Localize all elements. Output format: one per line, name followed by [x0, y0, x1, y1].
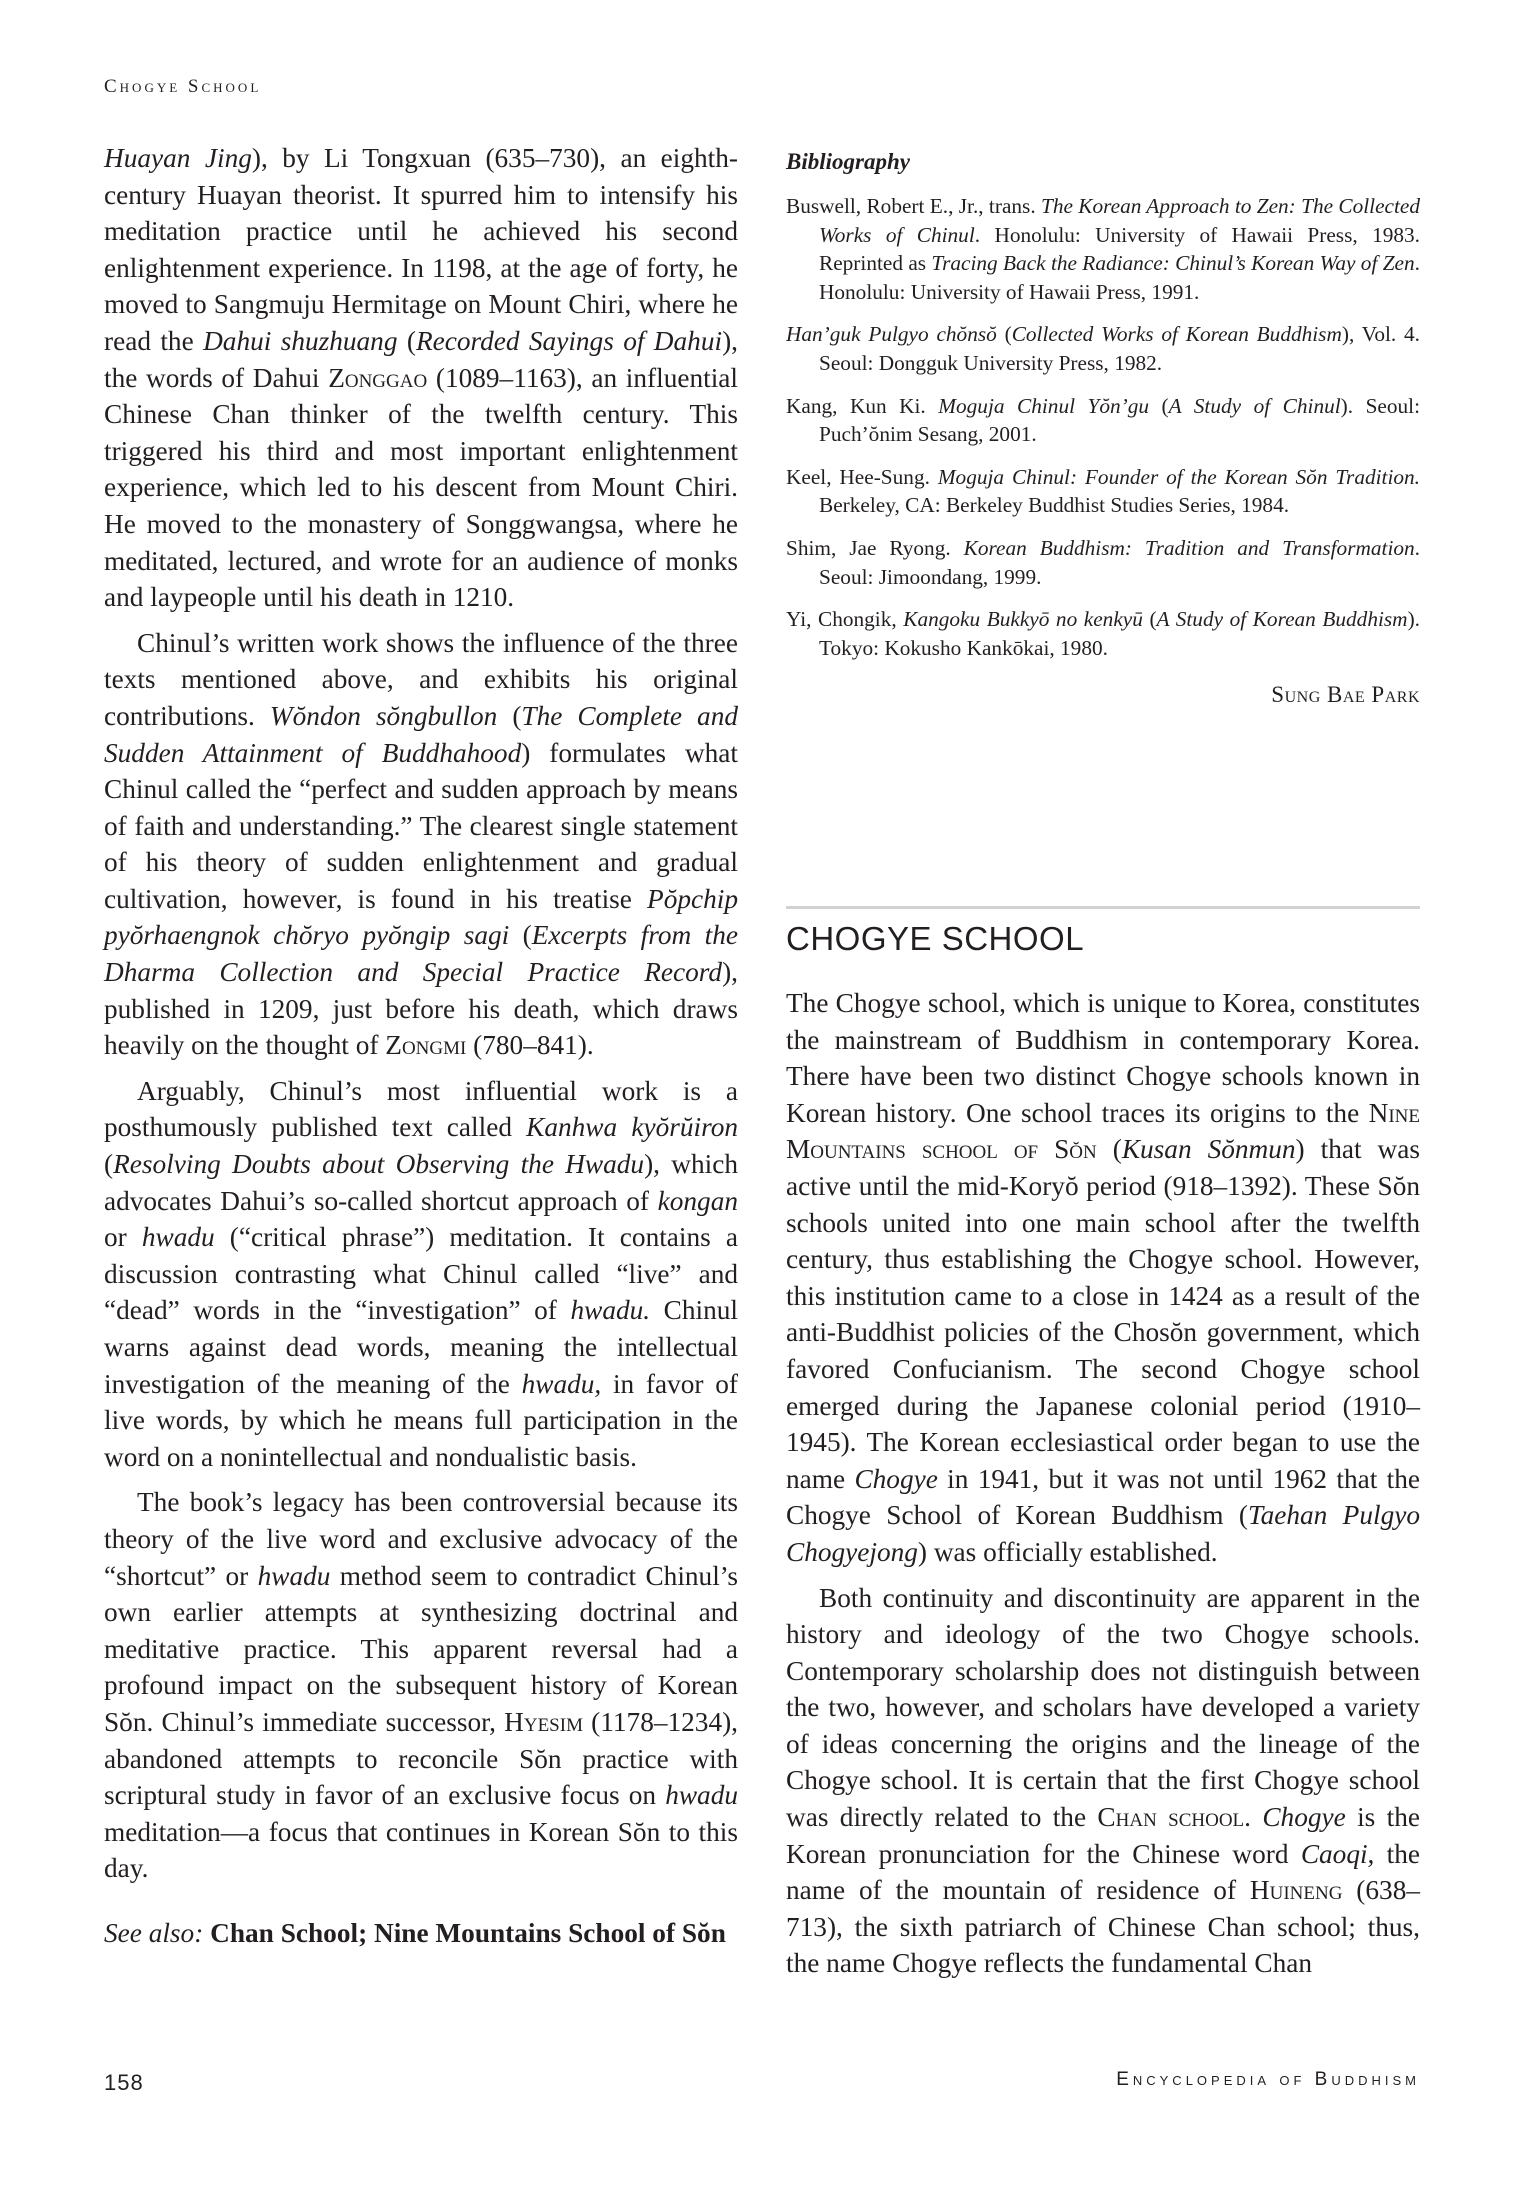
cross-reference[interactable]: Zongmi [385, 1030, 467, 1061]
italic-text: Moguja Chinul: Founder of the Korean Sŏn Tradition. [937, 464, 1420, 489]
paragraph [104, 140, 738, 616]
text-run: ), the words of Dahui [104, 325, 738, 393]
see-also-separator: ; [358, 1917, 374, 1948]
italic-text: Wŏndon sŏngbullon [269, 700, 498, 731]
italic-text: Resolving Doubts about Observing the Hwadu [113, 1149, 645, 1180]
bibliography-entry [786, 605, 1420, 662]
italic-text: Collected Works of Korean Buddhism [1011, 322, 1342, 347]
left-column [104, 140, 738, 1961]
text-run: Arguably, Chinul’s most influential work is a posthumously published text called [104, 1075, 738, 1143]
text-run: ) that was active until the mid-Koryŏ period (918–1392). These Sŏn schools united into one main school after the twelfth century, thus establishing the Chogye school. However, this institution came to a close in 1424 as a result of the anti-Buddhist policies of the Chosŏn government, which favored Confucianism. The second Chogye school emerged during the Japanese colonial period (1910–1945). The Korean ecclesiastical order began to use the name [786, 1134, 1420, 1494]
text-run: Buswell, Robert E., Jr., trans. [786, 194, 1041, 218]
text-run: Kang, Kun Ki. [786, 393, 939, 418]
text-run: meditation—a focus that continues in Korean Sŏn to this day. [104, 1816, 738, 1884]
text-run: The book’s legacy has been controversial because its theory of the live word and exclusive advocacy of the “shortcut” or [104, 1487, 738, 1591]
bibliography-entry [786, 463, 1420, 520]
italic-text: hwadu [257, 1560, 331, 1591]
text-run: (1089–1163), an influential Chinese Chan thinker of the twelfth century. This triggered his third and most important enlightenment experience, which led to his descent from Mount Chiri. He moved to the monastery of Songgwangsa, where he meditated, lectured, and wrote for an audience of monks and laypeople until his death in 1210. [104, 362, 738, 613]
text-run: ( [996, 322, 1012, 347]
italic-text: Dahui shuzhuang [203, 325, 398, 356]
italic-text: Excerpts from the Dharma Collection and Special Practice Record [104, 920, 738, 988]
paragraph [104, 1073, 738, 1476]
bibliography-heading: Bibliography [786, 149, 910, 174]
text-run: Shim, Jae Ryong. [786, 535, 964, 560]
italic-text: Huayan Jing [104, 143, 252, 173]
italic-text: Kusan Sŏnmun [1121, 1134, 1296, 1165]
bibliography-entry [786, 534, 1420, 591]
bibliography-entry [786, 392, 1420, 449]
italic-text: Taehan Pulgyo Chogyejong [786, 1500, 1420, 1567]
text-run: Berkeley, CA: Berkeley Buddhist Studies Series, 1984. [819, 493, 1290, 518]
paragraph [786, 1580, 1420, 1983]
see-also [104, 1915, 738, 1952]
text-run: ), by Li Tongxuan (635–730), an eighth-century Huayan theorist. It spurred him to intensify his meditation practice until he achieved his second enlightenment experience. In 1198, at the age of forty, he moved to Sangmuju Hermitage on Mount Chiri, where he read the [104, 143, 738, 356]
text-run: The Chogye school, which is unique to Korea, constitutes the mainstream of Buddhism in contemporary Korea. There have been two distinct Chogye schools known in Korean history. One school traces its origins to the [786, 988, 1420, 1128]
text-run: Chinul warns against dead words, meaning the intellectual investigation of the meaning of the [104, 1295, 738, 1399]
italic-text: Kanhwa kyŏrŭiron [526, 1112, 738, 1143]
text-run: . Honolulu: University of Hawaii Press, 1983. Reprinted as [819, 222, 1420, 276]
italic-text: The Complete and Sudden Attainment of Buddhahood [104, 700, 739, 768]
text-run: ), which advocates Dahui’s so-called shortcut approach of [104, 1149, 738, 1216]
text-run: Chinul’s written work shows the influence of the three texts mentioned above, and exhibits his original contributions. [104, 627, 738, 731]
text-run: ( [509, 920, 532, 951]
bibliography-entry [786, 192, 1420, 306]
bibliography-entry [786, 320, 1420, 377]
entry-title: CHOGYE SCHOOL [786, 920, 1085, 957]
text-run: ). Seoul: Puch’ŏnim Sesang, 2001. [819, 393, 1421, 447]
see-also-link-nine-mountains[interactable]: Nine Mountains School of Sŏn [373, 1917, 726, 1948]
text-run: ), published in 1209, just before his death, which draws heavily on the thought of [104, 957, 738, 1061]
italic-text: hwadu [141, 1222, 215, 1253]
page-number: 158 [104, 2070, 144, 2095]
text-run: (638–713), the sixth patriarch of Chinese Chan school; thus, the name Chogye reflects the fundamental Chan [786, 1875, 1420, 1979]
see-also-label: See also: [104, 1917, 204, 1948]
text-run: ( [397, 325, 416, 356]
italic-text: kongan [657, 1185, 738, 1216]
text-run: . Seoul: Jimoondang, 1999. [819, 535, 1420, 589]
italic-text: hwadu. [570, 1295, 651, 1326]
italic-text: Recorded Sayings of Dahui [415, 325, 723, 356]
text-run: is the Korean pronunciation for the Chinese word [786, 1802, 1420, 1869]
italic-text: Caoqi, [1300, 1838, 1375, 1869]
entry-paragraphs [786, 985, 1420, 1982]
italic-text: Chogye [854, 1463, 938, 1494]
paragraph [104, 1484, 738, 1887]
cross-reference[interactable]: Hyesim [504, 1706, 583, 1737]
text-run: . [1244, 1802, 1263, 1833]
running-head: Chogye School [104, 76, 262, 97]
cross-reference[interactable]: Chan school [1097, 1802, 1245, 1833]
text-run: (1178–1234), abandoned attempts to reconcile Sŏn practice with scriptural study in favor of an exclusive focus on [104, 1706, 739, 1811]
italic-text: A Study of Chinul [1168, 393, 1341, 418]
text-run: ) was officially established. [917, 1536, 1218, 1567]
cross-reference[interactable]: Zonggao [328, 362, 428, 393]
italic-text: Korean Buddhism: Tradition and Transformation [963, 535, 1415, 560]
text-run: ) formulates what Chinul called the “perfect and sudden approach by means of faith and understanding.” The clearest single statement of his theory of sudden enlightenment and gradual cultivation, however, is found in his treatise [104, 737, 739, 914]
cross-reference[interactable]: Nine Mountains school of Sŏn [786, 1097, 1420, 1165]
text-run: method seem to contradict Chinul’s own earlier attempts at synthesizing doctrinal and meditative practice. This apparent reversal had a profound impact on the subsequent history of Korean Sŏn. Chinul’s immediate successor, [104, 1560, 739, 1737]
paragraph [104, 625, 738, 1064]
italic-text: hwadu, [521, 1368, 602, 1399]
paragraph [786, 985, 1420, 1571]
text-run: ). Tokyo: Kokusho Kankōkai, 1980. [819, 607, 1420, 660]
italic-text: Moguja Chinul Yŏn’gu [938, 393, 1150, 418]
text-run: in 1941, but it was not until 1962 that the Chogye School of Korean Buddhism ( [786, 1463, 1420, 1531]
italic-text: The Korean Approach to Zen: The Collected Works of Chinul [819, 194, 1420, 247]
italic-text: Kangoku Bukkyō no kenkyū [903, 607, 1143, 632]
text-run: ( [1142, 607, 1157, 632]
author-signature: Sung Bae Park [1271, 682, 1420, 708]
text-run: or [104, 1222, 142, 1253]
entry-separator-rule [786, 906, 1420, 909]
text-run: ( [497, 700, 522, 731]
see-also-link-chan-school[interactable]: Chan School [210, 1917, 359, 1948]
book-title-footer: Encyclopedia of Buddhism [1116, 2069, 1420, 2090]
cross-reference[interactable]: Huineng [1249, 1875, 1343, 1906]
italic-text: Tracing Back the Radiance: Chinul’s Korean Way of Zen [931, 251, 1415, 276]
text-run: (780–841). [466, 1030, 594, 1061]
text-run: in favor of live words, by which he means full participation in the word on a nonintellectual and nondualistic basis. [104, 1368, 738, 1472]
italic-text: hwadu [665, 1780, 738, 1811]
bibliography-list [786, 192, 1420, 662]
italic-text: A Study of Korean Buddhism [1156, 607, 1408, 632]
text-run: Yi, Chongik, [786, 607, 904, 632]
bibliography-section [786, 140, 1420, 708]
italic-text: Chogye [1262, 1802, 1346, 1833]
text-run: ( [1096, 1134, 1122, 1165]
text-run: ( [104, 1149, 114, 1180]
text-run: ), Vol. 4. Seoul: Dongguk University Press, 1982. [819, 322, 1420, 375]
italic-text: Pŏpchip pyŏrhaengnok chŏryo pyŏngip sagi [104, 883, 738, 951]
italic-text: Han’guk Pulgyo chŏnsŏ [786, 322, 997, 347]
text-run: the name of the mountain of residence of [786, 1838, 1420, 1906]
text-run: ( [1149, 393, 1169, 418]
text-run: Both continuity and discontinuity are apparent in the history and ideology of the two Chogye schools. Contemporary scholarship does not distinguish between the two, however, and scholars have developed a variety of ideas concerning the origins and the lineage of the Chogye school. It is certain that the first Chogye school was directly related to the [786, 1582, 1420, 1833]
article-continuation [104, 140, 738, 1887]
text-run: (“critical phrase”) meditation. It contains a discussion contrasting what Chinul called “live” and “dead” words in the “investigation” of [104, 1222, 738, 1326]
text-run: . Honolulu: University of Hawaii Press, 1991. [819, 251, 1420, 304]
text-run: Keel, Hee-Sung. [786, 464, 938, 489]
entry-body [786, 985, 1420, 1991]
